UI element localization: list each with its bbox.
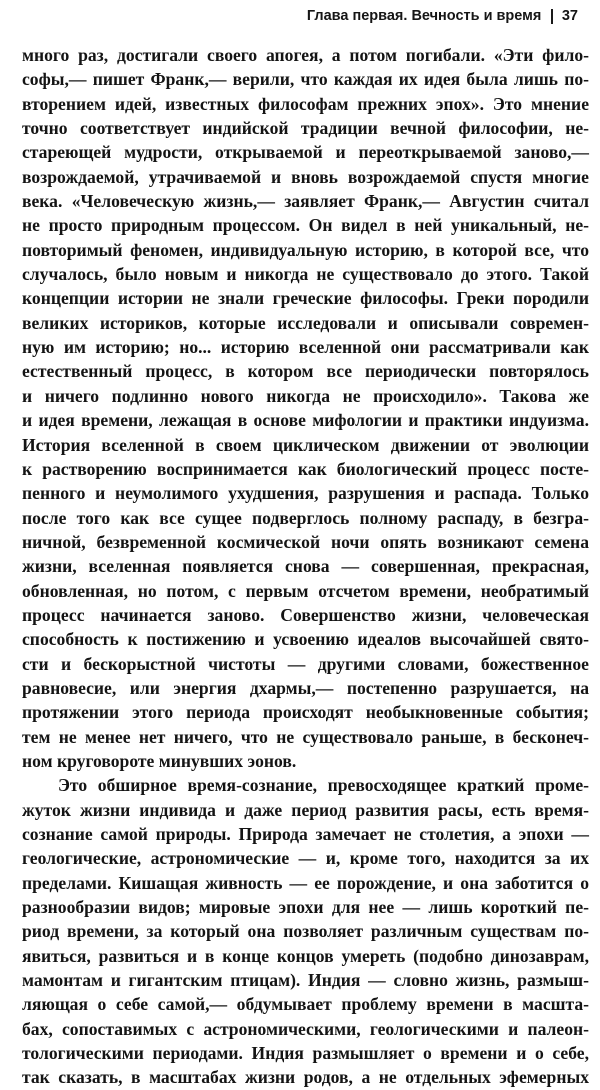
text-line: возрождаемой, утрачиваемой и вновь возрождаемой спустя многие (22, 166, 589, 187)
text-line: тологическими периодами. Индия размышляет о времени и о себе, (22, 1043, 589, 1064)
text-line: обновленная, но потом, с первым отсчетом времени, необратимый (22, 580, 589, 601)
body-text (22, 43, 589, 1090)
text-line: сти и бескорыстной чистоты — другими словами, божественное (22, 653, 589, 674)
text-line: ляющая о себе самой,— обдумывает проблему времени в масшта- (22, 994, 589, 1015)
text-line: много раз, достигали своего апогея, а потом погибали. «Эти фило- (22, 45, 589, 65)
text-line: ном круговороте минувших эонов. (22, 750, 297, 771)
text-line: сознание самой природы. Природа замечает не столетия, а эпохи — (22, 824, 589, 844)
text-line: не просто природным процессом. Он видел в ней уникальный, не- (22, 215, 589, 236)
text-line: повторимый феномен, индивидуальную историю, в которой все, что (22, 239, 589, 260)
text-line: пределами. Кишащая живность — ее порождение, и она заботится о (22, 872, 589, 893)
text-line: великих историков, которые исследовали и описывали современ- (22, 312, 589, 333)
running-header (307, 6, 578, 26)
text-line: жуток жизни индивида и даже период развития расы, есть время- (22, 799, 589, 820)
text-line: равновесие, или энергия дхармы,— постепенно разрушается, на (22, 677, 589, 698)
text-line: концепции истории не знали греческие философы. Греки породили (22, 288, 589, 309)
text-line: и ничего подлинно нового никогда не происходило». Такова же (22, 385, 589, 406)
text-line: явиться, развиться и в конце концов умереть (подобно динозаврам, (22, 945, 589, 966)
text-line: века. «Человеческую жизнь,— заявляет Франк,— Августин считал (22, 191, 589, 212)
text-line: так сказать, в масштабах жизни родов, а не отдельных эфемерных (22, 1067, 589, 1088)
header-divider (551, 9, 553, 24)
text-line: разнообразии видов; мировые эпохи для нее — лишь короткий пе- (22, 897, 589, 918)
text-line: История вселенной в своем циклическом движении от эволюции (22, 434, 589, 455)
text-line: Это обширное время-сознание, превосходящее краткий проме- (58, 775, 589, 796)
text-line: геологические, астрономические — и, кроме того, находится за их (22, 848, 589, 869)
text-line: пенного и неумолимого ухудшения, разрушения и распада. Только (22, 483, 589, 504)
text-line: жизни, вселенная появляется снова — совершенная, прекрасная, (22, 556, 589, 577)
page-number: 37 (561, 8, 578, 24)
text-line: к растворению воспринимается как биологический процесс посте- (22, 458, 589, 479)
text-line: бах, сопоставимых с астрономическими, геологическими и палеон- (22, 1018, 589, 1039)
text-line: протяжении этого периода происходят необыкновенные события; (22, 702, 589, 723)
text-line: софы,— пишет Франк,— верили, что каждая их идея была лишь по- (22, 69, 589, 90)
text-line: ничной, безвременной космической ночи опять возникают семена (22, 531, 589, 552)
chapter-title: Глава первая. Вечность и время (306, 8, 542, 24)
text-line: способность к постижению и усвоению идеалов высочайшей свято- (22, 629, 589, 650)
text-line: процесс начинается заново. Совершенство жизни, человеческая (22, 604, 589, 625)
text-line: вторением идей, известных философам прежних эпох». Это мнение (22, 93, 589, 114)
text-line: риод времени, за который она позволяет различным существам по- (22, 921, 589, 942)
paragraph-2 (22, 773, 589, 1089)
text-line: точно соответствует индийской традиции вечной философии, не- (22, 118, 589, 139)
paragraph-1 (22, 43, 589, 773)
text-line: после того как все сущее подверглось полному распаду, в безгра- (22, 507, 589, 528)
text-line: и идея времени, лежащая в основе мифологии и практики индуизма. (22, 410, 589, 431)
text-line: случалось, было новым и никогда не существовало до этого. Такой (22, 264, 589, 285)
text-line: тем не менее нет ничего, что не существовало раньше, в бесконеч- (22, 726, 589, 747)
text-line: естественный процесс, в котором все периодически повторялось (22, 361, 589, 382)
text-line: ную им историю; но... историю вселенной они рассматривали как (22, 337, 589, 358)
text-line: стареющей мудрости, открываемой и переоткрываемой заново,— (22, 142, 589, 163)
text-line: мамонтам и гигантским птицам). Индия — словно жизнь, размыш- (22, 970, 589, 991)
